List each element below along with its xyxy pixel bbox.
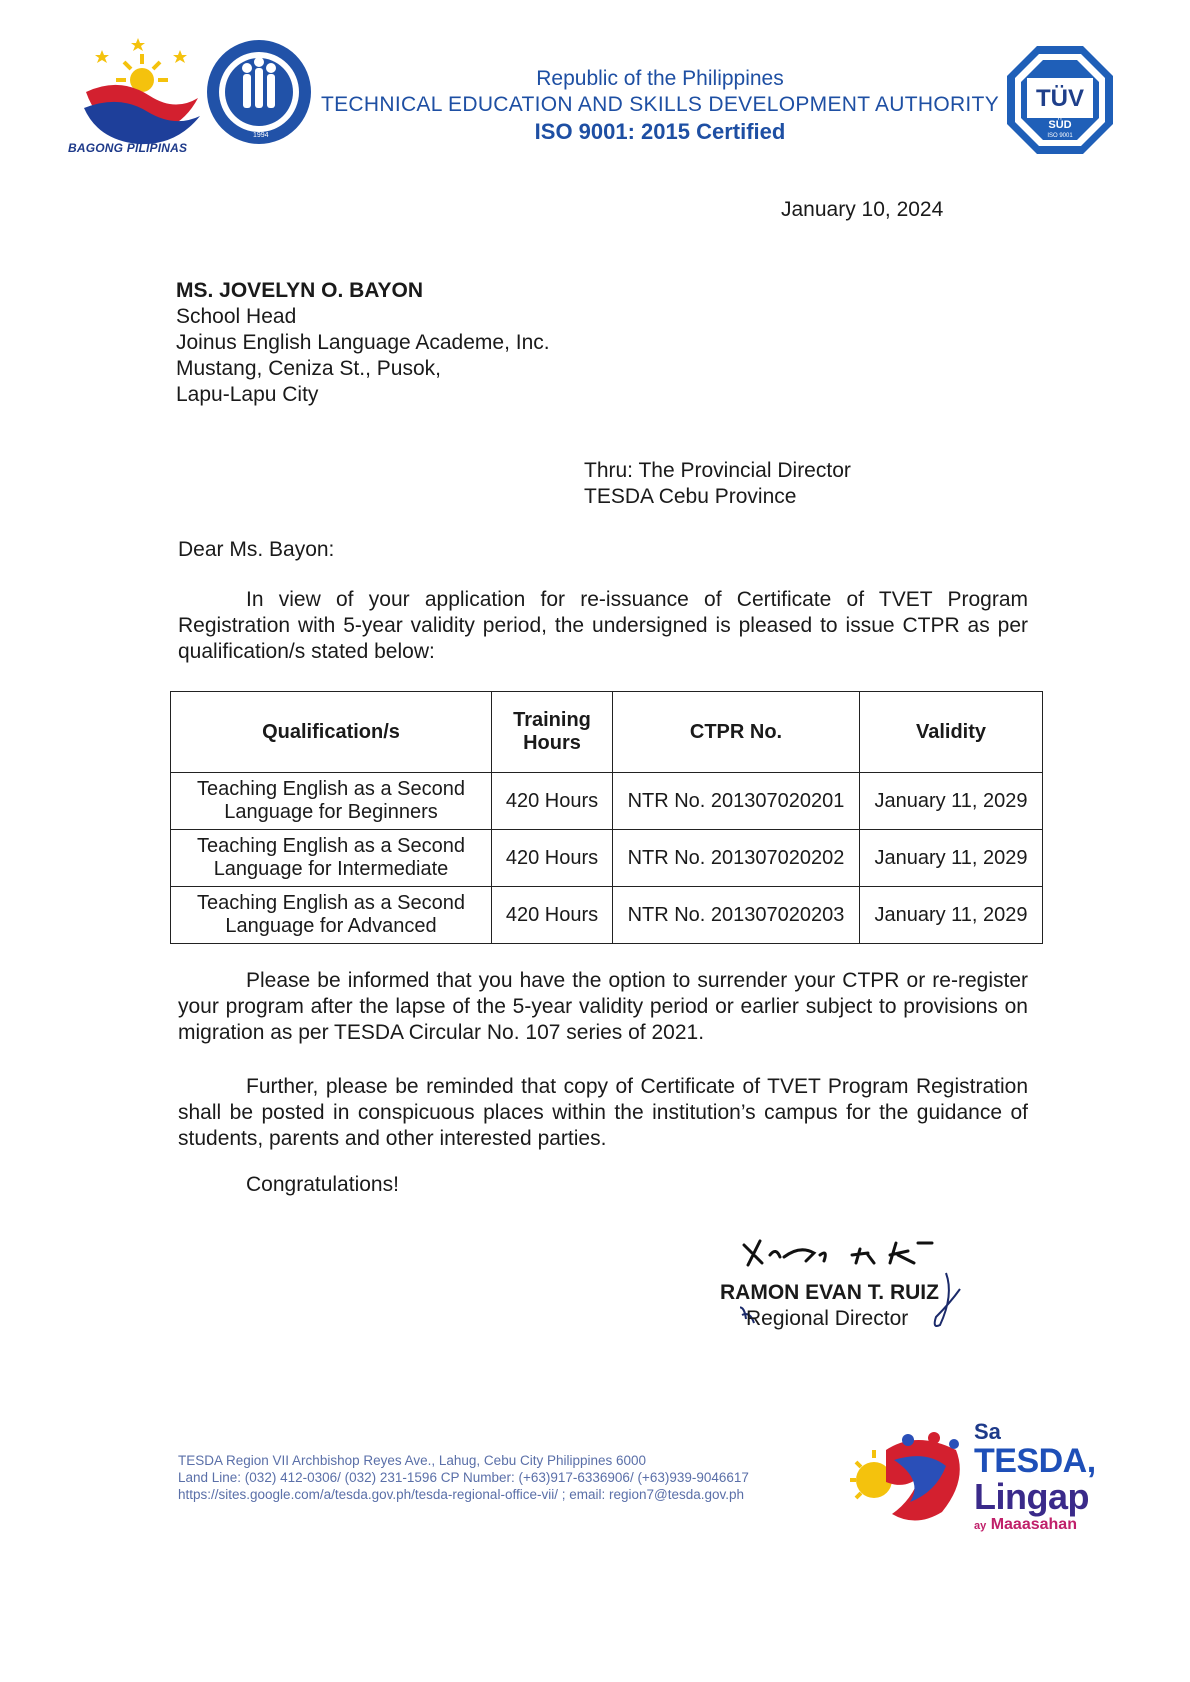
cell-validity: January 11, 2029	[860, 830, 1043, 887]
header-training-hours-line1: Training	[513, 709, 591, 731]
qualification-line1: Teaching English as a Second	[197, 835, 465, 857]
paragraph-intro-text: In view of your application for re-issuance of Certificate of TVET Program Registration with 5-year validity period, the undersigned is pleased to issue CTPR as per qualification/s stated below:	[178, 588, 1028, 663]
qualification-line2: Language for Advanced	[225, 915, 437, 937]
qualification-line1: Teaching English as a Second	[197, 778, 465, 800]
cell-validity: January 11, 2029	[860, 887, 1043, 944]
tuv-sub: SÜD	[1048, 119, 1072, 131]
table-row	[171, 830, 1043, 887]
salutation: Dear Ms. Bayon:	[178, 538, 335, 561]
addressee-institution: Joinus English Language Academe, Inc.	[176, 331, 550, 354]
footer-address: TESDA Region VII Archbishop Reyes Ave., Lahug, Cebu City Philippines 6000	[178, 1453, 647, 1468]
footer-phone: Land Line: (032) 412-0306/ (032) 231-1596 CP Number: (+63)917-6336906/ (+63)939-9046617	[178, 1470, 749, 1485]
lingap-wordmark	[974, 1420, 1096, 1535]
letterhead-line2: TECHNICAL EDUCATION AND SKILLS DEVELOPMENT AUTHORITY	[320, 93, 999, 116]
header-training-hours	[492, 692, 613, 773]
closing: Congratulations!	[246, 1173, 399, 1196]
table-header-row	[171, 692, 1043, 773]
tesda-seal	[205, 38, 313, 146]
table-row	[171, 887, 1043, 944]
tesda-seal-year: 1994	[253, 132, 269, 139]
bagong-pilipinas-logo	[80, 36, 210, 146]
addressee-block	[176, 278, 550, 408]
thru-block	[584, 458, 851, 510]
header-training-hours-line2: Hours	[523, 732, 581, 754]
letterhead	[300, 66, 1020, 146]
lingap-maaasahan: Maaasahan	[990, 1516, 1077, 1533]
signatory-title: Regional Director	[746, 1307, 909, 1330]
qualification-line1: Teaching English as a Second	[197, 892, 465, 914]
header-validity: Validity	[860, 692, 1043, 773]
ctpr-table	[170, 691, 1043, 944]
table-row	[171, 773, 1043, 830]
header-qualification: Qualification/s	[171, 692, 492, 773]
paragraph-option-text: Please be informed that you have the option to surrender your CTPR or re-register your program after the lapse of the 5-year validity period or earlier subject to provisions on migration as per TESDA Circular No. 107 series of 2021.	[178, 969, 1028, 1044]
addressee-address2: Lapu-Lapu City	[176, 383, 319, 406]
letterhead-iso: ISO 9001: 2015 Certified	[534, 119, 786, 144]
footer-contact	[178, 1452, 749, 1503]
header-ctpr: CTPR No.	[613, 692, 860, 773]
qualification-line2: Language for Intermediate	[213, 858, 449, 880]
addressee-position: School Head	[176, 305, 297, 328]
letterhead-line1: Republic of the Philippines	[536, 67, 784, 90]
cell-ctpr: NTR No. 201307020202	[613, 830, 860, 887]
lingap-tagline	[974, 1516, 1096, 1535]
signatory-name: RAMON EVAN T. RUIZ	[720, 1281, 939, 1304]
bagong-pilipinas-text: BAGONG PILIPINAS	[68, 141, 188, 155]
lingap-lingap: Lingap	[974, 1476, 1089, 1517]
lingap-sa: Sa	[974, 1419, 1001, 1444]
tuv-iso: ISO 9001	[1047, 133, 1073, 139]
thru-line1: Thru: The Provincial Director	[584, 459, 851, 482]
cell-validity: January 11, 2029	[860, 773, 1043, 830]
cell-hours: 420 Hours	[492, 887, 613, 944]
paragraph-reminder	[178, 1074, 1028, 1152]
letter-date: January 10, 2024	[781, 198, 944, 221]
cell-qualification	[171, 830, 492, 887]
signatory-block	[720, 1280, 939, 1332]
tuv-text: TÜV	[1036, 85, 1084, 112]
paragraph-intro	[178, 587, 1028, 665]
cell-hours: 420 Hours	[492, 830, 613, 887]
cell-hours: 420 Hours	[492, 773, 613, 830]
cell-ctpr: NTR No. 201307020201	[613, 773, 860, 830]
lingap-tesda: TESDA,	[974, 1442, 1096, 1480]
tuv-sud-logo	[1005, 44, 1115, 156]
lingap-ay: ay	[974, 1520, 987, 1532]
paragraph-reminder-text: Further, please be reminded that copy of Certificate of TVET Program Registration shall be posted in conspicuous places within the institution’s campus for the guidance of students, parents and other interested parties.	[178, 1075, 1028, 1150]
cell-qualification	[171, 773, 492, 830]
cell-qualification	[171, 887, 492, 944]
cell-ctpr: NTR No. 201307020203	[613, 887, 860, 944]
qualification-line2: Language for Beginners	[224, 801, 438, 823]
footer-web-email: https://sites.google.com/a/tesda.gov.ph/tesda-regional-office-vii/ ; email: region7@tesda.gov.ph	[178, 1487, 745, 1502]
paragraph-option	[178, 968, 1028, 1046]
thru-line2: TESDA Cebu Province	[584, 485, 797, 508]
addressee-address1: Mustang, Ceniza St., Pusok,	[176, 357, 441, 380]
lingap-emblem	[846, 1420, 976, 1530]
addressee-name: MS. JOVELYN O. BAYON	[176, 279, 424, 302]
